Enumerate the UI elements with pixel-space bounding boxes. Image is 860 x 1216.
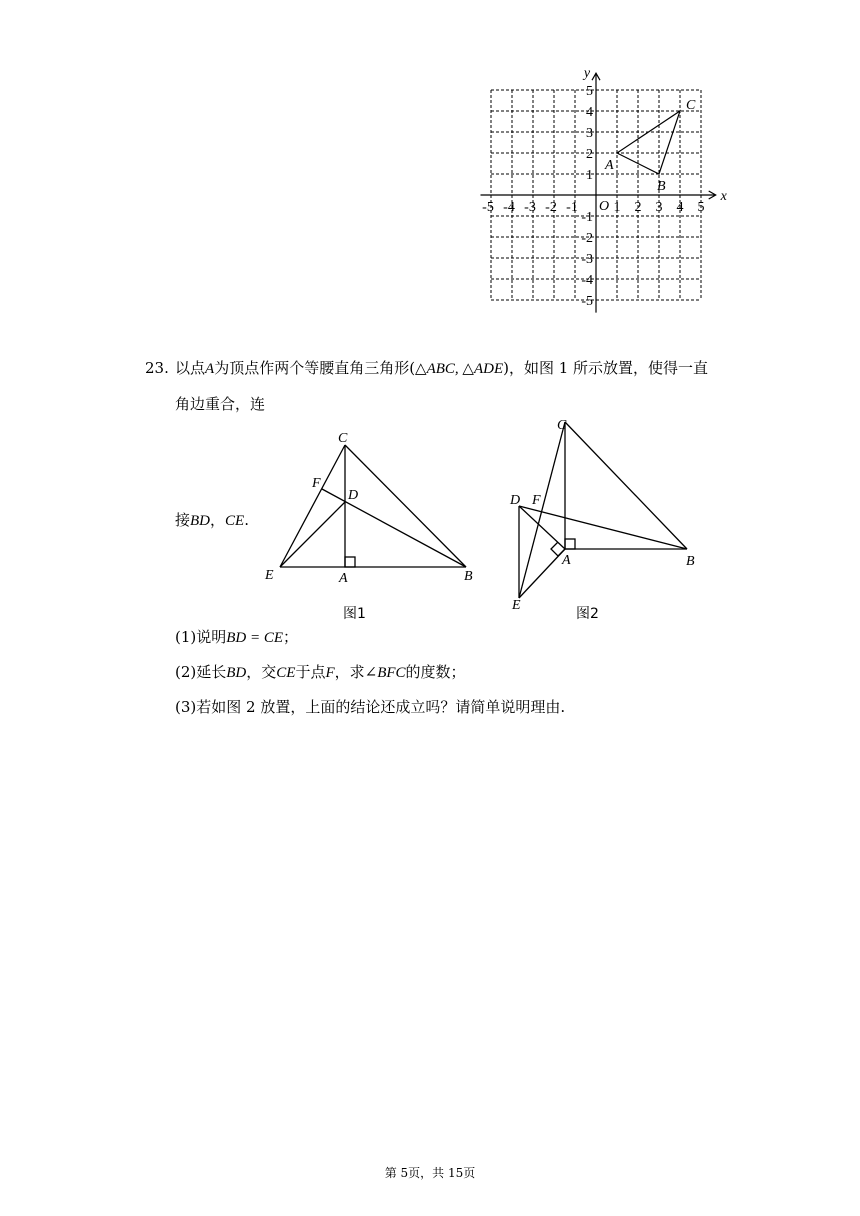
- label-c: C: [338, 431, 348, 446]
- segment-ce: CE: [225, 513, 245, 529]
- y-tick-label: -4: [581, 273, 593, 288]
- y-tick-label: -5: [581, 294, 593, 309]
- label-f: F: [312, 476, 321, 491]
- question-text: ，求: [334, 663, 365, 681]
- problem-text: .: [244, 511, 249, 529]
- figure-1: [258, 425, 484, 625]
- question-2: [175, 662, 466, 683]
- segment-bf: [322, 489, 466, 567]
- x-tick-label: 3: [655, 200, 663, 215]
- segment-cb: [565, 422, 687, 549]
- segment-ce: [519, 422, 565, 598]
- x-tick-label: 2: [634, 200, 642, 215]
- y-tick-label: -3: [581, 252, 593, 267]
- angle-bfc: ∠BFC: [364, 665, 406, 681]
- segment-ce: CE: [276, 665, 296, 681]
- question-1: [175, 627, 298, 648]
- question-text: ；: [283, 628, 299, 646]
- problem-line-1: [175, 358, 708, 379]
- figure-2: [500, 412, 715, 624]
- label-e: E: [265, 568, 274, 583]
- x-tick-label: 5: [697, 200, 705, 215]
- y-tick-label: 1: [586, 168, 593, 183]
- segment-bd: BD: [226, 665, 247, 681]
- question-text: ，交: [246, 663, 277, 681]
- triangle-abc: [604, 98, 696, 194]
- x-axis-label: x: [720, 189, 727, 204]
- x-tick-label: -3: [524, 200, 536, 215]
- x-tick-label: 4: [676, 200, 684, 215]
- point-f: F: [325, 665, 335, 681]
- figure-1-caption: 图1: [343, 606, 366, 622]
- segment-ed: [280, 502, 345, 567]
- figure-2-caption: 图2: [576, 606, 599, 622]
- label-d: D: [510, 493, 521, 508]
- question-text: (1)说明: [175, 628, 227, 646]
- label-f: F: [532, 493, 541, 508]
- point-label-b: B: [657, 179, 666, 194]
- triangles-ref: △ABC, △ADE: [415, 361, 504, 377]
- problem-text: 接: [175, 511, 191, 529]
- point-a-ref: A: [205, 361, 215, 377]
- x-tick-label: 1: [613, 200, 621, 215]
- problem-text: 以点: [175, 359, 206, 377]
- segment-cb: [345, 445, 466, 567]
- x-tick-label: -2: [545, 200, 557, 215]
- question-text: 的度数；: [405, 663, 466, 681]
- question-text: (2)延长: [175, 663, 227, 681]
- x-tick-label: -1: [566, 200, 578, 215]
- page-footer: 第 5页，共 15页: [384, 1166, 476, 1180]
- y-tick-label: 2: [586, 147, 593, 162]
- label-b: B: [464, 569, 473, 584]
- segment-ce: [280, 445, 345, 567]
- point-label-a: A: [605, 158, 614, 173]
- problem-number: 23.: [145, 359, 169, 377]
- y-tick-label: 3: [586, 126, 593, 141]
- question-3: (3)若如图 2 放置，上面的结论还成立吗？请简单说明理由.: [175, 698, 566, 716]
- point-label-c: C: [686, 98, 696, 113]
- y-tick-label: 4: [586, 105, 593, 120]
- label-a: A: [562, 553, 571, 568]
- right-angle-mark: [345, 557, 355, 567]
- origin-label: O: [598, 199, 610, 214]
- label-c: C: [557, 418, 567, 433]
- problem-text: )，如图 1 所示放置，使得一直: [503, 359, 709, 377]
- problem-text: ，: [210, 511, 226, 529]
- label-a: A: [339, 571, 348, 586]
- y-axis-label: y: [583, 66, 591, 82]
- right-angle-mark: [565, 539, 575, 549]
- equation-bd-ce: BD = CE: [226, 630, 284, 646]
- x-tick-label: -4: [503, 200, 515, 215]
- problem-line-3: [175, 510, 249, 531]
- segment-bd: BD: [190, 513, 211, 529]
- y-tick-label: -1: [581, 210, 593, 225]
- question-text: 于点: [295, 663, 326, 681]
- segment-db: [519, 506, 687, 549]
- label-b: B: [686, 554, 695, 569]
- triangle-outline: [617, 111, 680, 174]
- y-tick-label: 5: [586, 84, 593, 99]
- y-tick-label: -2: [581, 231, 593, 246]
- label-e: E: [512, 598, 521, 613]
- problem-line-2: 角边重合，连: [175, 395, 266, 413]
- coordinate-grid-figure: [470, 58, 740, 326]
- problem-text: 为顶点作两个等腰直角三角形(: [214, 359, 416, 377]
- label-d: D: [348, 488, 359, 503]
- x-tick-label: -5: [482, 200, 494, 215]
